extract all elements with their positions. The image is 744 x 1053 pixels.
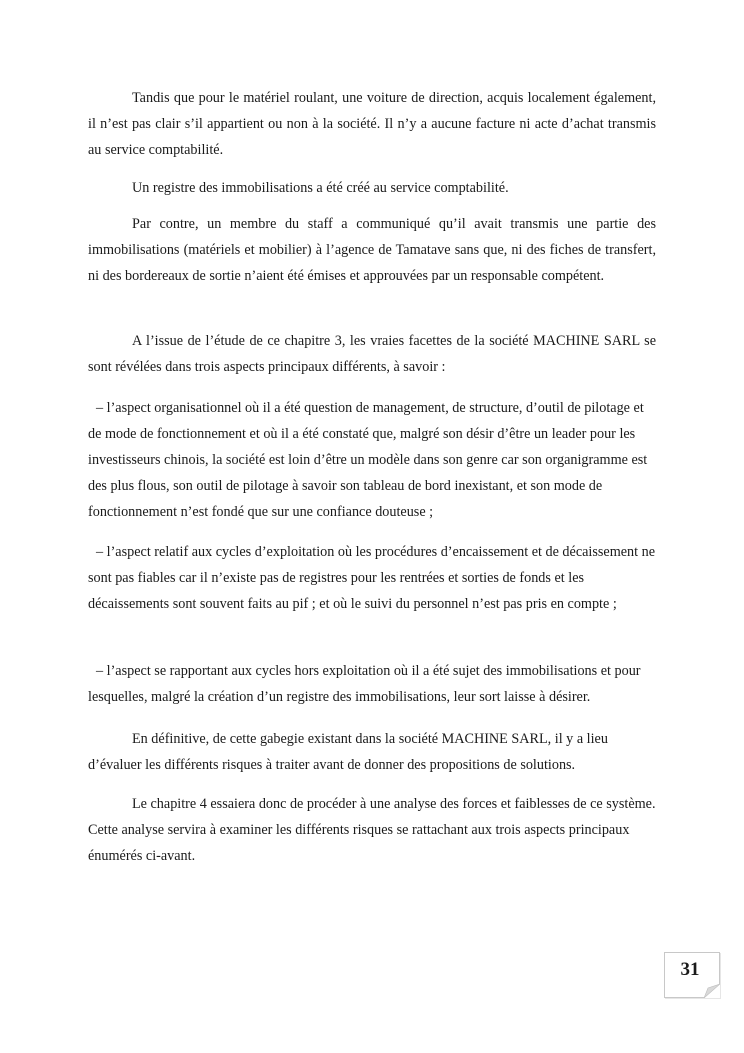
page-number: 31: [680, 959, 700, 980]
paragraph-next-chapter: Le chapitre 4 essaiera donc de procéder à une analyse des forces et faiblesses de ce système. Cette analyse servira à examiner les différents risques se rattachant aux trois aspects principaux énumérés ci-avant.: [88, 796, 656, 864]
paragraph-asset-register: Un registre des immobilisations a été créé au service comptabilité.: [132, 180, 509, 196]
bullet-operating-cycles-aspect: – l’aspect relatif aux cycles d’exploitation où les procédures d’encaissement et de décaissement ne sont pas fiables car il n’existe pas de registres pour les rentrées et sorties de fonds et les décaissements sont souvent faits au pif ; et où le suivi du personnel n’est pas pris en compte ;: [88, 544, 655, 612]
paragraph-chapter-summary: A l’issue de l’étude de ce chapitre 3, les vraies facettes de la société MACHINE SARL se sont révélées dans trois aspects principaux différents, à savoir :: [88, 333, 656, 375]
paragraph-asset-transfer: Par contre, un membre du staff a communiqué qu’il avait transmis une partie des immobilisations (matériels et mobilier) à l’agence de Tamatave sans que, ni des fiches de transfert, ni des bordereaux de sortie n’aient été émises et approuvées par un responsable compétent.: [88, 216, 656, 284]
paragraph-conclusion: En définitive, de cette gabegie existant dans la société MACHINE SARL, il y a lieu d’évaluer les différents risques à traiter avant de donner des propositions de solutions.: [88, 731, 608, 773]
bullet-organisational-aspect: – l’aspect organisationnel où il a été question de management, de structure, d’outil de pilotage et de mode de fonctionnement et où il a été constaté que, malgré son désir d’être un leader pour les investisseurs chinois, la société est loin d’être un modèle dans son genre car son organigramme est des plus flous, son outil de pilotage à savoir son tableau de bord inexistant, et son mode de fonctionnement n’est fondé que sur une confiance douteuse ;: [88, 400, 648, 520]
page-number-box: [664, 952, 720, 998]
paragraph-vehicle-ownership: Tandis que pour le matériel roulant, une voiture de direction, acquis localement également, il n’est pas clair s’il appartient ou non à la société. Il n’y a aucune facture ni acte d’achat transmis au service comptabilité.: [88, 90, 656, 158]
bullet-non-operating-cycles-aspect: – l’aspect se rapportant aux cycles hors exploitation où il a été sujet des immobilisations et pour lesquelles, malgré la création d’un registre des immobilisations, leur sort laisse à désirer.: [88, 663, 641, 705]
page-curl-icon: [704, 984, 720, 998]
